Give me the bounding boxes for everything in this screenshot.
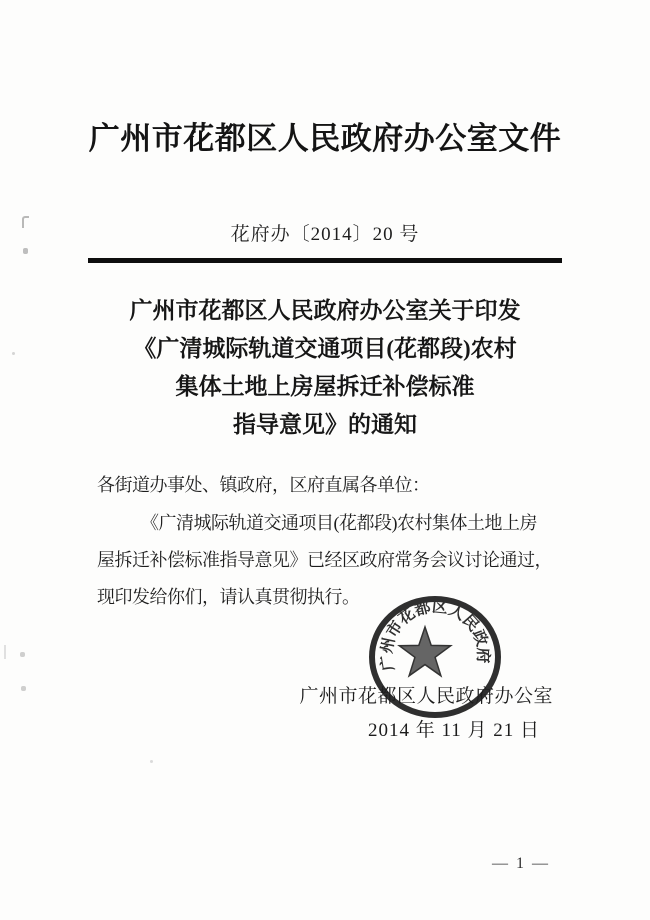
notice-title-line-2: 《广清城际轨道交通项目(花都段)农村 (133, 336, 517, 361)
scan-speck (12, 352, 15, 355)
letterhead-divider-line (88, 258, 562, 263)
body-paragraph-line-1: 《广清城际轨道交通项目(花都段)农村集体土地上房 (141, 513, 537, 533)
salutation: 各街道办事处、镇政府，区府直属各单位： (97, 475, 430, 495)
official-seal (367, 595, 503, 721)
issue-date: 2014 年 11 月 21 日 (368, 720, 541, 741)
page-number: — 1 — (492, 855, 550, 872)
notice-title-line-3: 集体土地上房屋拆迁补偿标准 (175, 374, 475, 399)
body-paragraph-line-2: 屋拆迁补偿标准指导意见》已经区政府常务会议讨论通过， (97, 550, 552, 570)
scan-speck (21, 686, 26, 691)
notice-title-line-1: 广州市花都区人民政府办公室关于印发 (129, 298, 521, 323)
scan-speck (4, 645, 6, 659)
scan-speck (22, 216, 29, 228)
scan-speck (20, 652, 25, 657)
body-paragraph-line-3: 现印发给你们，请认真贯彻执行。 (97, 587, 360, 607)
scan-speck (23, 248, 28, 254)
letterhead-title: 广州市花都区人民政府办公室文件 (88, 121, 562, 156)
notice-title (0, 292, 650, 444)
star-icon (399, 627, 450, 676)
seal-arc-text: 广州市花都区人民政府 (378, 598, 492, 673)
notice-title-line-4: 指导意见》的通知 (233, 412, 417, 437)
scan-speck (150, 760, 153, 763)
issuer-signature: 广州市花都区人民政府办公室 (299, 686, 553, 707)
document-number: 花府办〔2014〕20 号 (230, 224, 420, 245)
